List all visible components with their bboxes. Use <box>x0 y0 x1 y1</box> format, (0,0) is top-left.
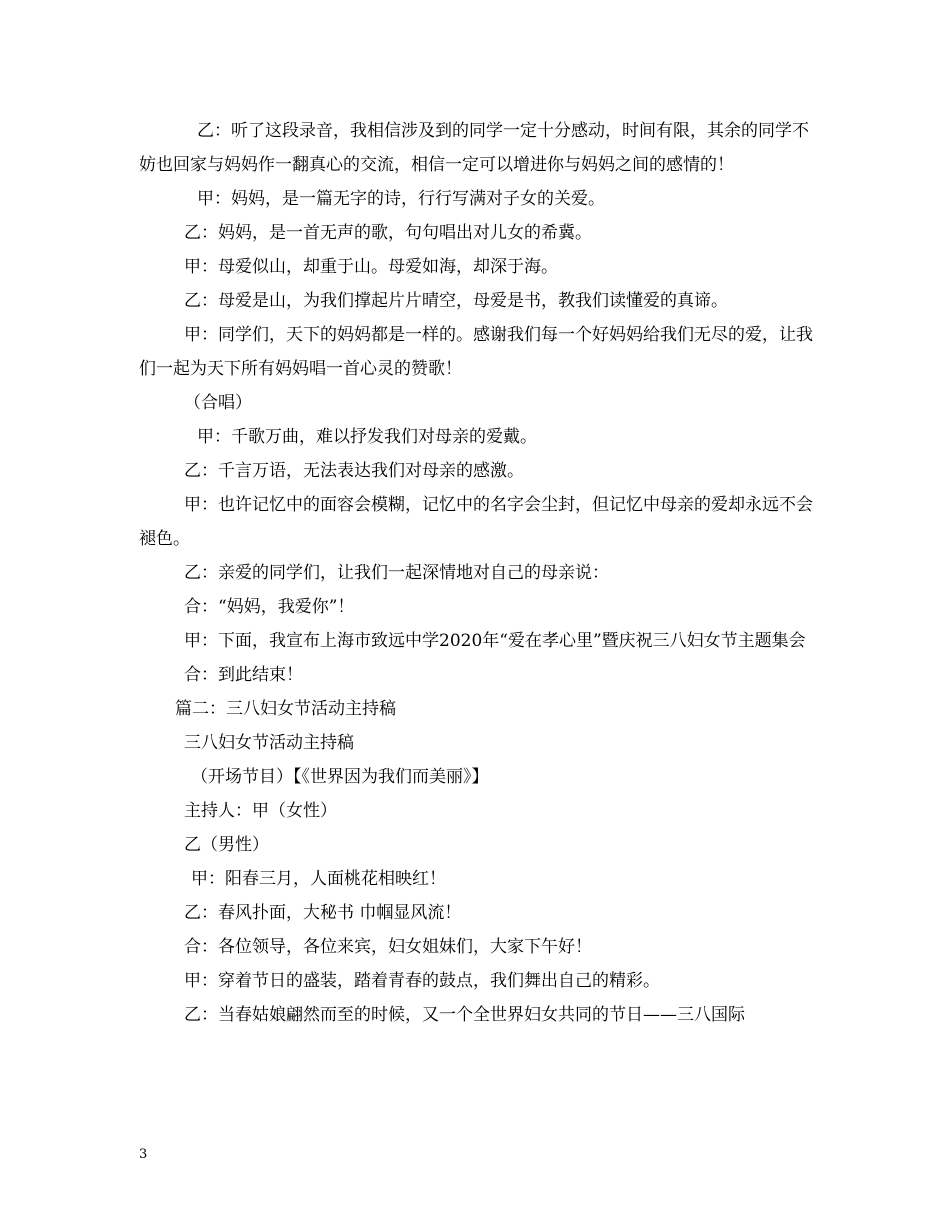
paragraph: 合：“妈妈，我爱你”！ <box>184 597 355 617</box>
paragraph: 甲：下面，我宣布上海市致远中学2020年“爱在孝心里”暨庆祝三八妇女节主题集会 <box>184 631 806 651</box>
document-body <box>139 114 815 1032</box>
paragraph: 甲：阳春三月，人面桃花相映红！ <box>191 869 446 889</box>
paragraph: 甲：妈妈，是一篇无字的诗，行行写满对子女的关爱。 <box>197 189 605 209</box>
paragraph: 篇二：三八妇女节活动主持稿 <box>175 699 396 719</box>
paragraph: 乙：千言万语，无法表达我们对母亲的感激。 <box>184 461 524 481</box>
paragraph: 乙：听了这段录音，我相信涉及到的同学一定十分感动，时间有限，其余的同学不妨也回家与妈妈作一翻真心的交流，相信一定可以增进你与妈妈之间的感情的！ <box>139 121 809 175</box>
paragraph: 乙（男性） <box>184 835 269 855</box>
paragraph: 甲：穿着节日的盛装，踏着青春的鼓点，我们舞出自己的精彩。 <box>184 971 660 991</box>
paragraph: 三八妇女节活动主持稿 <box>184 733 354 753</box>
paragraph: 甲：母爱似山，却重于山。母爱如海，却深于海。 <box>184 257 558 277</box>
paragraph: 甲：同学们，天下的妈妈都是一样的。感谢我们每一个好妈妈给我们无尽的爱，让我们一起为天下所有妈妈唱一首心灵的赞歌！ <box>139 325 813 379</box>
paragraph: 乙：亲爱的同学们，让我们一起深情地对自己的母亲说： <box>184 563 609 583</box>
paragraph: （开场节目）【《世界因为我们而美丽》】 <box>191 767 489 787</box>
paragraph: （合唱） <box>184 393 252 413</box>
paragraph: 主持人：甲（女性） <box>184 801 337 821</box>
paragraph: 乙：当春姑娘翩然而至的时候，又一个全世界妇女共同的节日——三八国际 <box>184 1005 745 1025</box>
page-number: 3 <box>139 1147 148 1162</box>
paragraph: 乙：春风扑面，大秘书 巾帼显风流！ <box>184 903 462 923</box>
paragraph: 合：各位领导，各位来宾，妇女姐妹们，大家下午好！ <box>184 937 592 957</box>
paragraph: 乙：妈妈，是一首无声的歌，句句唱出对儿女的希冀。 <box>184 223 592 243</box>
paragraph: 甲：千歌万曲，难以抒发我们对母亲的爱戴。 <box>197 427 537 447</box>
paragraph: 合：到此结束！ <box>184 665 303 685</box>
paragraph: 乙：母爱是山，为我们撑起片片晴空，母爱是书，教我们读懂爱的真谛。 <box>184 291 728 311</box>
paragraph: 甲：也许记忆中的面容会模糊，记忆中的名字会尘封，但记忆中母亲的爱却永远不会褪色。 <box>139 495 813 549</box>
